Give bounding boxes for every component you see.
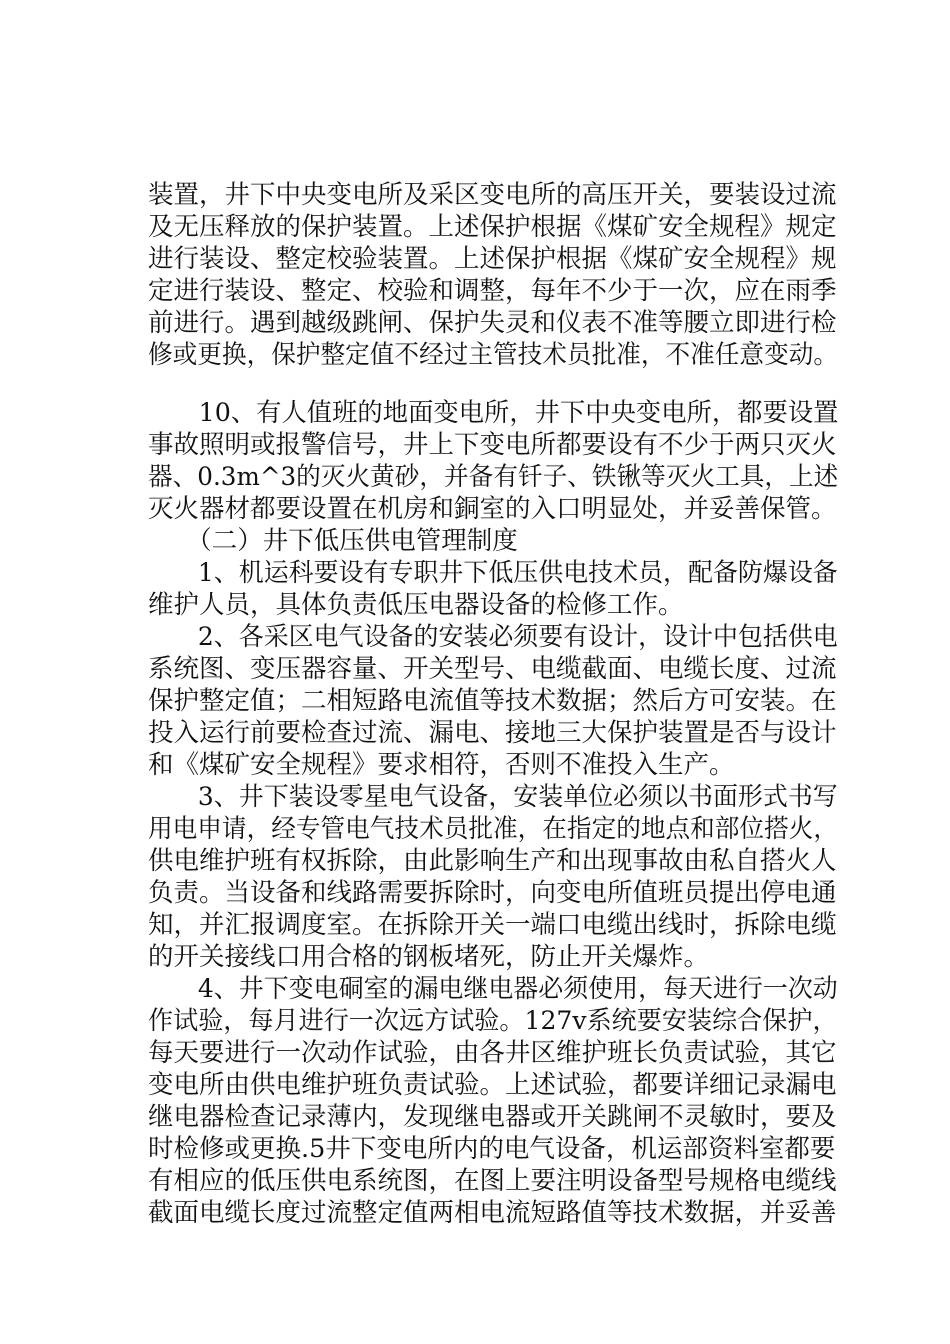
text-line: 定进行装设、整定、校验和调整，每年不少于一次，应在雨季: [148, 276, 837, 306]
text-line: 装置，井下中央变电所及采区变电所的高压开关，要装设过流: [148, 180, 837, 210]
text-line: 3、井下装设零星电气设备，安装单位必须以书面形式书写: [148, 782, 838, 812]
text-line: 的开关接线口用合格的钢板堵死，防止开关爆炸。: [148, 942, 710, 972]
text-line: 2、各采区电气设备的安装必须要有设计，设计中包括供电: [148, 622, 838, 652]
text-line: 投入运行前要检查过流、漏电、接地三大保护装置是否与设计: [148, 718, 837, 748]
text-line: 作试验，每月进行一次远方试验。127v系统要安装综合保护，: [148, 1006, 838, 1036]
text-line: 供电维护班有权拆除，由此影响生产和出现事故由私自搭火人: [148, 846, 837, 876]
text-line: 时检修或更换.5井下变电所内的电气设备，机运部资料室都要: [148, 1134, 836, 1164]
text-line: 器、0.3m^3的灭火黄砂，并备有钎子、铁锹等灭火工具，上述: [148, 462, 839, 492]
text-line: 用电申请，经专管电气技术员批准，在指定的地点和部位搭火，: [148, 814, 839, 844]
text-line: 有相应的低压供电系统图，在图上要注明设备型号规格电缆线: [148, 1166, 837, 1196]
text-line: 10、有人值班的地面变电所，井下中央变电所，都要设置: [148, 398, 839, 428]
text-line: 事故照明或报警信号，井上下变电所都要设有不少于两只灭火: [148, 430, 837, 460]
text-line: 维护人员，具体负责低压电器设备的检修工作。: [148, 590, 684, 620]
text-line: 4、井下变电硐室的漏电继电器必须使用，每天进行一次动: [148, 974, 838, 1004]
text-line: 修或更换，保护整定值不经过主管技术员批准，不准任意变动。: [148, 340, 839, 370]
text-line: 和《煤矿安全规程》要求相符，否则不准投入生产。: [148, 750, 735, 780]
text-line: 负责。当设备和线路需要拆除时，向变电所值班员提出停电通: [148, 878, 837, 908]
text-line: 保护整定值；二相短路电流值等技术数据；然后方可安装。在: [148, 686, 837, 716]
text-line: 系统图、变压器容量、开关型号、电缆截面、电缆长度、过流: [148, 654, 837, 684]
text-line: 截面电缆长度过流整定值两相电流短路值等技术数据，并妥善: [148, 1198, 837, 1228]
text-line: 1、机运科要设有专职井下低压供电技术员，配备防爆设备: [148, 558, 838, 588]
text-line: 继电器检查记录薄内，发现继电器或开关跳闸不灵敏时，要及: [148, 1102, 837, 1132]
text-line: 进行装设、整定校验装置。上述保护根据《煤矿安全规程》规: [148, 244, 837, 274]
text-line: 知，并汇报调度室。在拆除开关一端口电缆出线时，拆除电缆: [148, 910, 837, 940]
text-line: 变电所由供电维护班负责试验。上述试验，都要详细记录漏电: [148, 1070, 837, 1100]
text-line: 每天要进行一次动作试验，由各井区维护班长负责试验，其它: [148, 1038, 837, 1068]
section-heading: （二）井下低压供电管理制度: [148, 526, 518, 556]
text-line: 前进行。遇到越级跳闸、保护失灵和仪表不准等腰立即进行检: [148, 308, 837, 338]
text-line: 及无压释放的保护装置。上述保护根据《煤矿安全规程》规定: [148, 212, 837, 242]
text-line: 灭火器材都要设置在机房和銅室的入口明显处，并妥善保管。: [148, 494, 837, 524]
